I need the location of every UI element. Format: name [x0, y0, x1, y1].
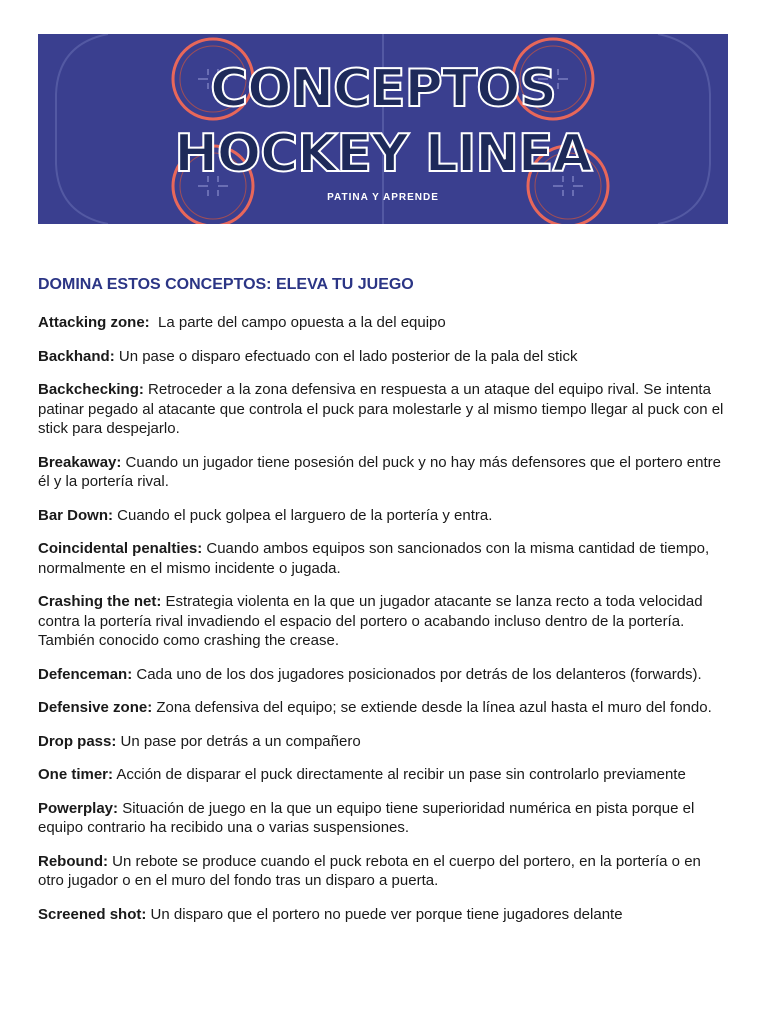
glossary-entry — [38, 347, 728, 367]
glossary-entry — [38, 380, 728, 439]
glossary-term: Defensive zone: — [38, 699, 153, 716]
glossary-definition: Situación de juego en la que un equipo tiene superioridad numérica en pista porque el equipo contrario ha recibido una o varias suspensiones. — [38, 799, 699, 836]
glossary-definition: Acción de disparar el puck directamente al recibir un pase sin controlarlo previamente — [113, 766, 686, 783]
glossary-term: Crashing the net: — [38, 593, 162, 610]
glossary-definition: Cuando el puck golpea el larguero de la portería y entra. — [113, 506, 493, 524]
glossary-term: Defenceman: — [38, 665, 133, 683]
glossary-term: Bar Down: — [38, 506, 113, 524]
glossary-definition: Un pase por detrás a un compañero — [116, 732, 361, 750]
glossary-definition: Cuando un jugador tiene posesión del puck y no hay más defensores que el portero entre él y la portería rival. — [38, 453, 726, 490]
glossary-entry — [38, 852, 728, 891]
glossary-term: Backchecking: — [38, 381, 144, 398]
glossary-list — [38, 313, 728, 938]
glossary-entry — [38, 313, 728, 333]
glossary-entry — [38, 506, 728, 526]
glossary-definition: Retroceder a la zona defensiva en respuesta a un ataque del equipo rival. Se intenta patinar pegado al atacante que controla el puck para molestarle y al mismo tiempo llegar al puck con el stick para despejarlo. — [38, 381, 728, 437]
glossary-definition: Cada uno de los dos jugadores posicionados por detrás de los delanteros (forwards). — [132, 665, 702, 683]
glossary-definition: Un rebote se produce cuando el puck rebota en el cuerpo del portero, en la portería o en otro jugador o en el muro del fondo tras un disparo a puerta. — [38, 852, 706, 889]
glossary-definition: Un disparo que el portero no puede ver porque tiene jugadores delante — [146, 905, 623, 923]
glossary-term: Backhand: — [38, 347, 115, 365]
glossary-entry — [38, 765, 728, 785]
glossary-term: Drop pass: — [38, 732, 117, 750]
banner-subtitle: PATINA Y APRENDE — [327, 192, 439, 203]
glossary-term: Rebound: — [38, 852, 108, 870]
glossary-entry — [38, 698, 728, 718]
glossary-definition: Cuando ambos equipos son sancionados con la misma cantidad de tiempo, normalmente en el mismo incidente o jugada. — [38, 540, 714, 577]
section-heading: DOMINA ESTOS CONCEPTOS: ELEVA TU JUEGO — [38, 276, 414, 293]
glossary-entry — [38, 905, 728, 925]
glossary-definition: La parte del campo opuesta a la del equipo — [149, 314, 446, 331]
glossary-entry — [38, 732, 728, 752]
banner-title-line1: CONCEPTOS — [210, 59, 556, 119]
glossary-term: Breakaway: — [38, 453, 122, 471]
glossary-definition: Un pase o disparo efectuado con el lado posterior de la pala del stick — [114, 347, 578, 365]
glossary-term: Powerplay: — [38, 799, 119, 817]
glossary-term: Coincidental penalties: — [38, 540, 203, 557]
banner-title-line2: HOCKEY LINEA — [174, 124, 592, 184]
glossary-entry — [38, 539, 728, 578]
glossary-entry — [38, 799, 728, 838]
glossary-definition: Estrategia violenta en la que un jugador atacante se lanza recto a toda velocidad contra la portería rival invadiendo el espacio del portero o acabando incluso dentro de la portería. También conocido como crashing the crease. — [38, 593, 707, 649]
glossary-term: Screened shot: — [38, 905, 147, 923]
glossary-entry — [38, 665, 728, 685]
glossary-entry — [38, 592, 728, 651]
glossary-term: Attacking zone: — [38, 314, 150, 331]
glossary-definition: Zona defensiva del equipo; se extiende desde la línea azul hasta el muro del fondo. — [152, 699, 712, 716]
glossary-entry — [38, 453, 728, 492]
header-banner — [38, 34, 728, 224]
glossary-term: One timer: — [38, 766, 114, 783]
